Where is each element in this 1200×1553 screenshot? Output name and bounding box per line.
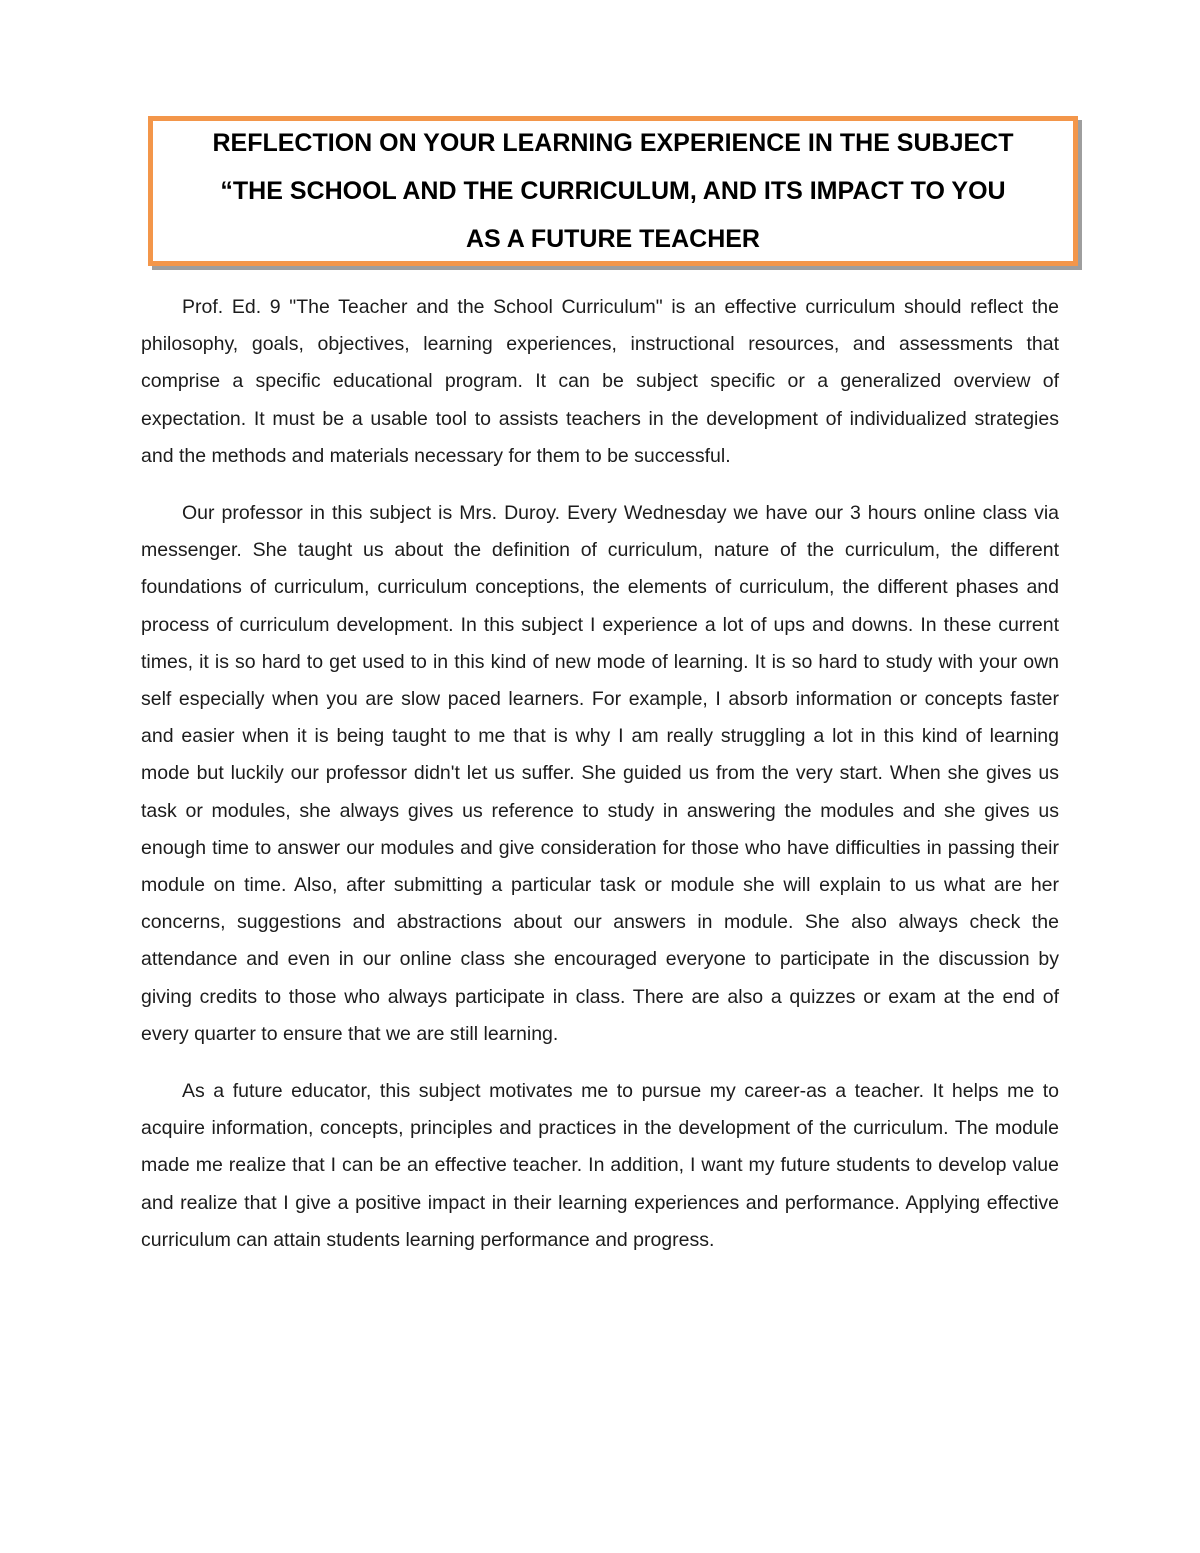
paragraph-intro: Prof. Ed. 9 "The Teacher and the School Curriculum" is an effective curriculum should reflect the philosophy, goals, objectives, learning experiences, instructional resources, and assessments that comprise a specific educational program. It can be subject specific or a generalized overview of expectation. It must be a usable tool to assists teachers in the development of individualized strategies and the methods and materials necessary for them to be successful. <box>141 296 1059 467</box>
body-text <box>141 289 1059 1279</box>
paragraph-professor: Our professor in this subject is Mrs. Duroy. Every Wednesday we have our 3 hours online class via messenger. She taught us about the definition of curriculum, nature of the curriculum, the different foundations of curriculum, curriculum conceptions, the elements of curriculum, the different phases and process of curriculum development. In this subject I experience a lot of ups and downs. In these current times, it is so hard to get used to in this kind of new mode of learning. It is so hard to study with your own self especially when you are slow paced learners. For example, I absorb information or concepts faster and easier when it is being taught to me that is why I am really struggling a lot in this kind of learning mode but luckily our professor didn't let us suffer. She guided us from the very start. When she gives us task or modules, she always gives us reference to study in answering the modules and she gives us enough time to answer our modules and give consideration for those who have difficulties in passing their module on time. Also, after submitting a particular task or module she will explain to us what are her concerns, suggestions and abstractions about our answers in module. She also always check the attendance and even in our online class she encouraged everyone to participate in the discussion by giving credits to those who always participate in class. There are also a quizzes or exam at the end of every quarter to ensure that we are still learning. <box>141 502 1059 1045</box>
title-line-2: “THE SCHOOL AND THE CURRICULUM, AND ITS IMPACT TO YOU <box>220 177 1006 205</box>
title-line-1: REFLECTION ON YOUR LEARNING EXPERIENCE IN THE SUBJECT <box>212 129 1014 157</box>
title-box <box>148 116 1078 266</box>
paragraph-future-educator: As a future educator, this subject motivates me to pursue my career-as a teacher. It helps me to acquire information, concepts, principles and practices in the development of the curriculum. The module made me realize that I can be an effective teacher. In addition, I want my future students to develop value and realize that I give a positive impact in their learning experiences and performance. Applying effective curriculum can attain students learning performance and progress. <box>141 1080 1059 1251</box>
title-line-3: AS A FUTURE TEACHER <box>466 225 760 253</box>
